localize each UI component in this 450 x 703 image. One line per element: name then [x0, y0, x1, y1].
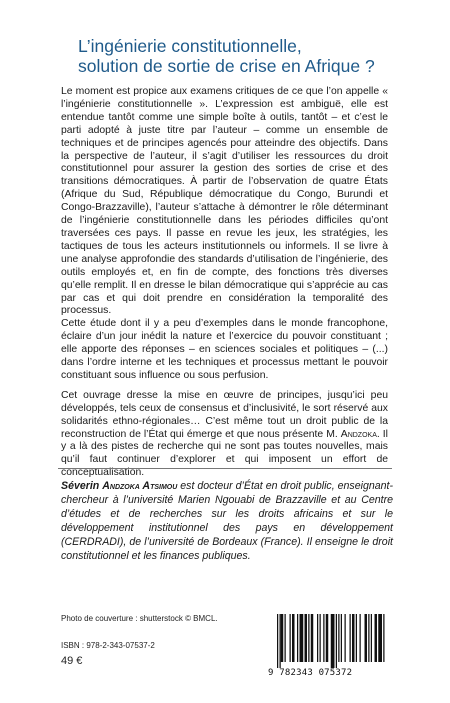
barcode [275, 614, 385, 672]
cover-photo-credit: Photo de couverture : shutterstock © BMCL. [61, 614, 218, 623]
blurb-paragraph-3-text: Cet ouvrage dresse la mise en œuvre de principes, jusqu’ici peu développés, tels ceux de consensus et d’inclusivité, le sort réservé aux solidarités ethno-régionales… C’est même tout un droit public de la reconstruction de l’État qui émerge et que nous présente M. [61, 389, 388, 440]
author-bio-text: est docteur d’État en droit public, enseignant-chercheur à l’université Marien Ngouabi de Brazzaville et au Centre d’études et de recherches sur les droits africains et sur le développement institutionnel des pays en développement (CERDRADI), de l’université de Bordeaux (France). Il enseigne le droit constitutionnel et les finances publiques. [61, 480, 393, 562]
isbn: ISBN : 978-2-343-07537-2 [61, 641, 155, 650]
barcode-digits: 9 782343 075372 [268, 668, 353, 678]
title-line-2: solution de sortie de crise en Afrique ? [78, 56, 375, 76]
price: 49 € [61, 655, 83, 667]
blurb-paragraph-3 [61, 390, 388, 480]
book-title [78, 36, 418, 76]
blurb-text [61, 86, 388, 487]
author-last-name: Andzoka Atsimou [102, 480, 178, 492]
section-divider [58, 468, 392, 469]
blurb-author-name: Andzoka [340, 428, 377, 440]
author-bio [61, 480, 393, 563]
blurb-paragraph-1: Le moment est propice aux examens critiques de ce que l’on appelle « l’ingénierie constitutionnelle ». L’expression est ambiguë, elle est entendue tantôt comme une simple boîte à outils, tantôt – et c’est le parti adopté à juste titre par l’auteur – comme un ensemble de techniques et de principes agencés pour atteindre des objectifs. Dans la perspective de l’auteur, il s’agit d’utiliser les ressources du droit constitutionnel pour assurer la gestion des sorties de crise et des transitions démocratiques. À partir de l’observation de quatre États (Afrique du Sud, République démocratique du Congo, Burundi et Congo-Brazzaville), l’auteur s’attache à démontrer le rôle déterminant de l’ingénierie constitutionnelle dans les périodes difficiles qu’ont traversées ces pays. Il passe en revue les jeux, les stratégies, les tactiques de tous les acteurs institutionnels ou informels. Il se livre à une analyse approfondie des standards d’utilisation de l’ingénierie, des outils employés et, en fin de compte, des fonctions très diverses qu’elle remplit. Il en dresse le bilan démocratique qui s’apprécie au cas par cas et qui doit prendre en considération la temporalité des processus. [61, 86, 388, 317]
title-line-1: L’ingénierie constitutionnelle, [78, 36, 302, 56]
barcode-bars [275, 614, 385, 668]
author-first-name: Séverin [61, 480, 103, 492]
blurb-paragraph-2: Cette étude dont il y a peu d’exemples dans le monde francophone, éclaire d’un jour inédit la nature et l’exercice du pouvoir constituant ; elle apporte des réponses – en sciences sociales et politiques – (...) dans l’ordre interne et les techniques et processus mettant le pouvoir constituant sous influence ou sous perfusion. [61, 318, 388, 381]
blurb-paragraph-3-end: . Il y a là des pistes de recherche qui ne sont pas toutes nouvelles, mais qu’il faut continuer d’explorer et qui imposent un effort de conceptualisation. [61, 428, 388, 479]
